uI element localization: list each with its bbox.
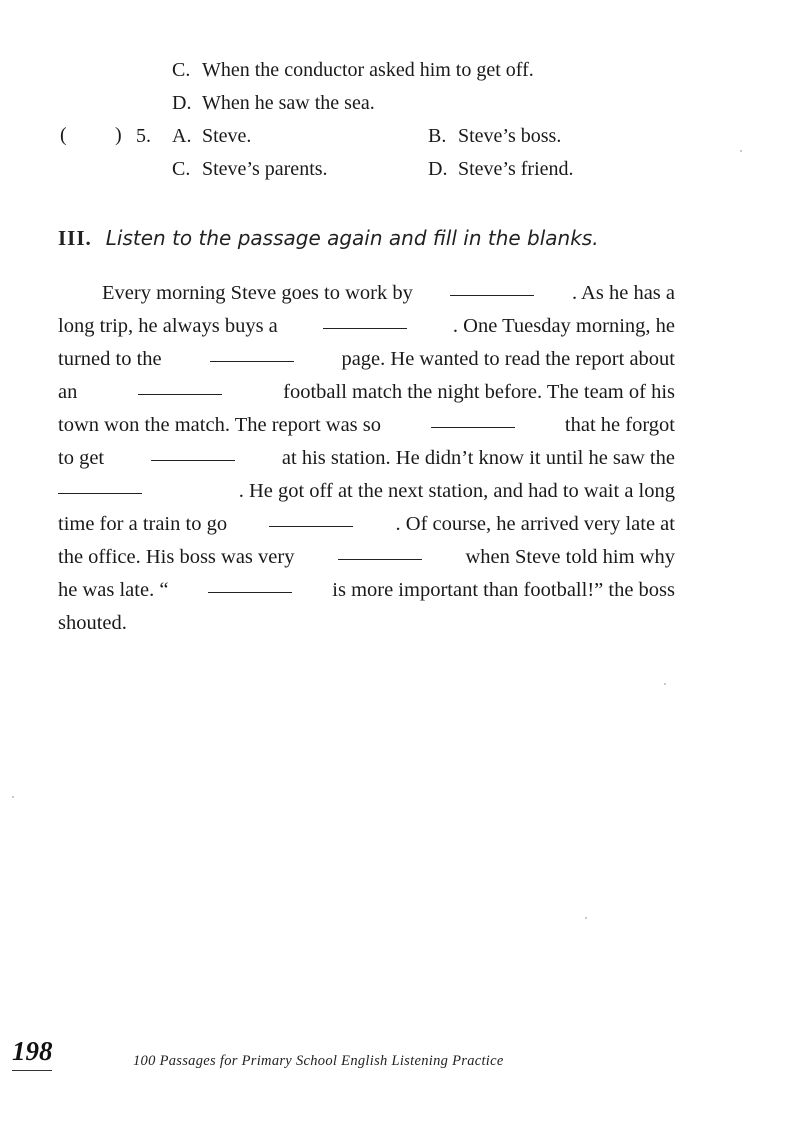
passage-text: when Steve told him why: [465, 546, 675, 568]
passage-text: town won the match. The report was so: [58, 414, 381, 436]
passage-line: [58, 475, 675, 508]
passage-text: at his station. He didn’t know it until he saw the: [281, 447, 675, 469]
scan-speck: [740, 150, 742, 152]
option-text: When the conductor asked him to get off.: [202, 59, 534, 81]
passage-text: turned to the: [58, 348, 162, 370]
answer-blank[interactable]: [58, 475, 142, 494]
book-title-footer: 100 Passages for Primary School English Listening Practice: [133, 1053, 504, 1069]
section-heading: [58, 226, 599, 251]
passage-text: is more important than football!” the boss: [332, 579, 675, 601]
passage-line: [58, 409, 675, 442]
passage-text: he was late. “: [58, 579, 169, 601]
passage-line: [58, 310, 675, 343]
passage-text: that he forgot: [564, 414, 675, 436]
scan-speck: [585, 917, 587, 919]
passage-text: the office. His boss was very: [58, 546, 295, 568]
answer-blank[interactable]: [338, 541, 422, 560]
answer-blank[interactable]: [210, 343, 294, 362]
option-letter: C.: [172, 158, 191, 180]
option-d: [428, 157, 574, 181]
option-letter: B.: [428, 125, 447, 147]
section-numeral: III.: [58, 226, 92, 250]
option-text: Steve.: [202, 125, 252, 147]
option-text: When he saw the sea.: [202, 92, 375, 114]
option-text: Steve’s parents.: [202, 158, 328, 180]
answer-blank[interactable]: [208, 574, 292, 593]
passage-text: page. He wanted to read the report about: [341, 348, 675, 370]
scan-speck: [12, 796, 14, 798]
passage-line: [58, 442, 675, 475]
option-text: Steve’s boss.: [458, 125, 562, 147]
option-letter: D.: [172, 92, 192, 114]
answer-blank[interactable]: [450, 277, 534, 296]
answer-paren-close: ): [115, 124, 122, 146]
passage-line: [58, 541, 675, 574]
passage-line: [58, 508, 675, 541]
page-number-underline: [12, 1070, 52, 1071]
passage-text: . Of course, he arrived very late at: [395, 513, 675, 535]
option-c-prev-question: [172, 58, 534, 82]
option-b: [428, 124, 561, 148]
section-instruction: Listen to the passage again and fill in the blanks.: [105, 226, 599, 250]
answer-blank[interactable]: [431, 409, 515, 428]
option-letter: D.: [428, 158, 448, 180]
option-c: [172, 157, 328, 181]
page-number: 198: [12, 1036, 53, 1066]
fill-in-passage: [58, 277, 675, 640]
passage-line: [58, 574, 675, 607]
question-number: 5.: [136, 125, 151, 147]
answer-blank[interactable]: [269, 508, 353, 527]
passage-line: [58, 277, 675, 310]
passage-line: [58, 376, 675, 409]
passage-line: [58, 607, 675, 640]
passage-text: to get: [58, 447, 105, 469]
option-letter: C.: [172, 59, 191, 81]
passage-text: . One Tuesday morning, he: [452, 315, 675, 337]
passage-text: shouted.: [58, 612, 127, 634]
option-d-prev-question: [172, 91, 375, 115]
passage-line: [58, 343, 675, 376]
answer-blank[interactable]: [323, 310, 407, 329]
answer-blank[interactable]: [151, 442, 235, 461]
answer-paren-open: (: [60, 124, 67, 146]
passage-text: long trip, he always buys a: [58, 315, 278, 337]
passage-text: an: [58, 381, 78, 403]
option-a: [172, 124, 251, 148]
passage-text: . He got off at the next station, and had to wait a long: [238, 480, 675, 502]
option-letter: A.: [172, 125, 192, 147]
answer-blank[interactable]: [138, 376, 222, 395]
passage-text: time for a train to go: [58, 513, 228, 535]
passage-text: Every morning Steve goes to work by: [102, 282, 413, 304]
passage-text: . As he has a: [571, 282, 675, 304]
option-text: Steve’s friend.: [458, 158, 574, 180]
passage-text: football match the night before. The team of his: [283, 381, 675, 403]
scan-speck: [664, 683, 666, 685]
